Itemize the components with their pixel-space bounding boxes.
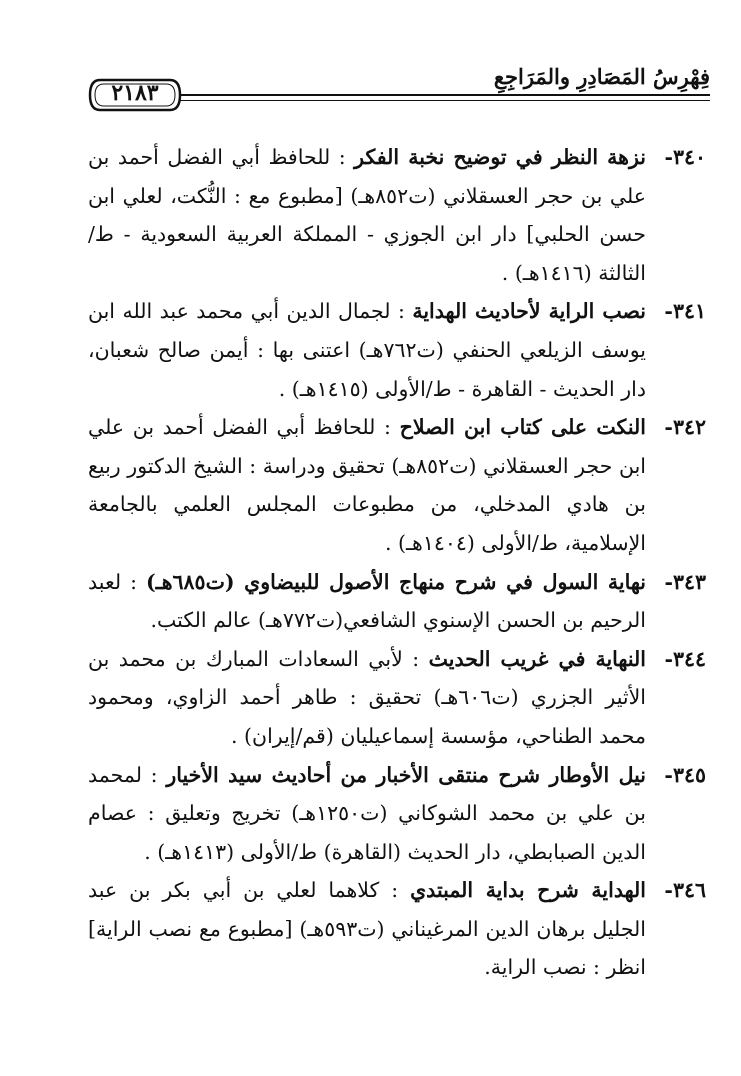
entry-number: ٣٤١-	[664, 299, 706, 324]
entry-title: نيل الأوطار شرح منتقى الأخبار من أحاديث سيد الأخيار	[166, 762, 646, 787]
bibliography-entry	[88, 563, 706, 640]
entry-details: : للحافظ أبي الفضل أحمد بن علي ابن حجر العسقلاني (ت٨٥٢هـ) تحقيق ودراسة : الشيخ الدكتور ربيع بن هادي المدخلي، من مطبوعات المجلس العلمي بالجامعة الإسلامية، ط/الأولى (١٤٠٤هـ) .	[88, 415, 646, 555]
entry-details: : للحافظ أبي الفضل أحمد بن علي بن حجر العسقلاني (ت٨٥٢هـ) [مطبوع مع : النُّكت، لعلي ابن حسن الحلبي] دار ابن الجوزي - المملكة العربية السعودية - ط/الثالثة (١٤١٦هـ) .	[88, 145, 646, 285]
entry-details: : لمحمد بن علي بن محمد الشوكاني (ت١٢٥٠هـ) تخريج وتعليق : عصام الدين الصبابطي، دار الحديث (القاهرة) ط/الأولى (١٤١٣هـ) .	[88, 762, 646, 864]
entry-title: الهداية شرح بداية المبتدي	[410, 878, 646, 903]
entry-number: ٣٤٢-	[664, 415, 706, 440]
page-number: ٢١٨٣	[111, 80, 159, 106]
entry-title: نصب الراية لأحاديث الهداية	[412, 299, 646, 324]
bibliography-entry	[88, 408, 706, 562]
header-rule-thin	[180, 100, 710, 101]
entry-details: : لجمال الدين أبي محمد عبد الله ابن يوسف الزيلعي الحنفي (ت٧٦٢هـ) اعتنى بها : أيمن صالح شعبان، دار الحديث - القاهرة - ط/الأولى (١٤١٥هـ) .	[88, 299, 646, 401]
entry-number: ٣٤٠-	[664, 145, 706, 169]
entry-number: ٣٤٦-	[664, 878, 706, 903]
entry-number: ٣٤٤-	[664, 646, 706, 671]
bibliography-entry	[88, 640, 706, 756]
page-number-badge	[88, 76, 182, 114]
header-title: فِهْرِسُ المَصَادِرِ والمَرَاجِعِ	[493, 64, 710, 89]
entry-details: : لعبد الرحيم بن الحسن الإسنوي الشافعي(ت٧٧٢هـ) عالم الكتب.	[88, 569, 646, 633]
entry-title: نزهة النظر في توضيح نخبة الفكر	[354, 145, 646, 169]
running-header	[88, 58, 710, 118]
header-rule	[180, 94, 710, 96]
entry-number: ٣٤٣-	[664, 569, 706, 594]
entry-title: النهاية في غريب الحديث	[428, 646, 646, 671]
bibliography-entry	[88, 138, 706, 292]
entry-details: : كلاهما لعلي بن أبي بكر بن عبد الجليل برهان الدين المرغيناني (ت٥٩٣هـ) [مطبوع مع نصب الراية] انظر : نصب الراية.	[88, 878, 646, 980]
bibliography-list	[88, 138, 706, 987]
bibliography-entry	[88, 871, 706, 987]
entry-title: نهاية السول في شرح منهاج الأصول للبيضاوي (ت٦٨٥هـ)	[145, 569, 646, 594]
entry-details: : لأبي السعادات المبارك بن محمد بن الأثير الجزري (ت٦٠٦هـ) تحقيق : طاهر أحمد الزاوي، ومحمود محمد الطناحي، مؤسسة إسماعيليان (قم/إيران) .	[88, 646, 646, 748]
bibliography-entry	[88, 756, 706, 872]
entry-number: ٣٤٥-	[664, 762, 706, 787]
entry-title: النكت على كتاب ابن الصلاح	[399, 415, 646, 440]
bibliography-entry	[88, 292, 706, 408]
